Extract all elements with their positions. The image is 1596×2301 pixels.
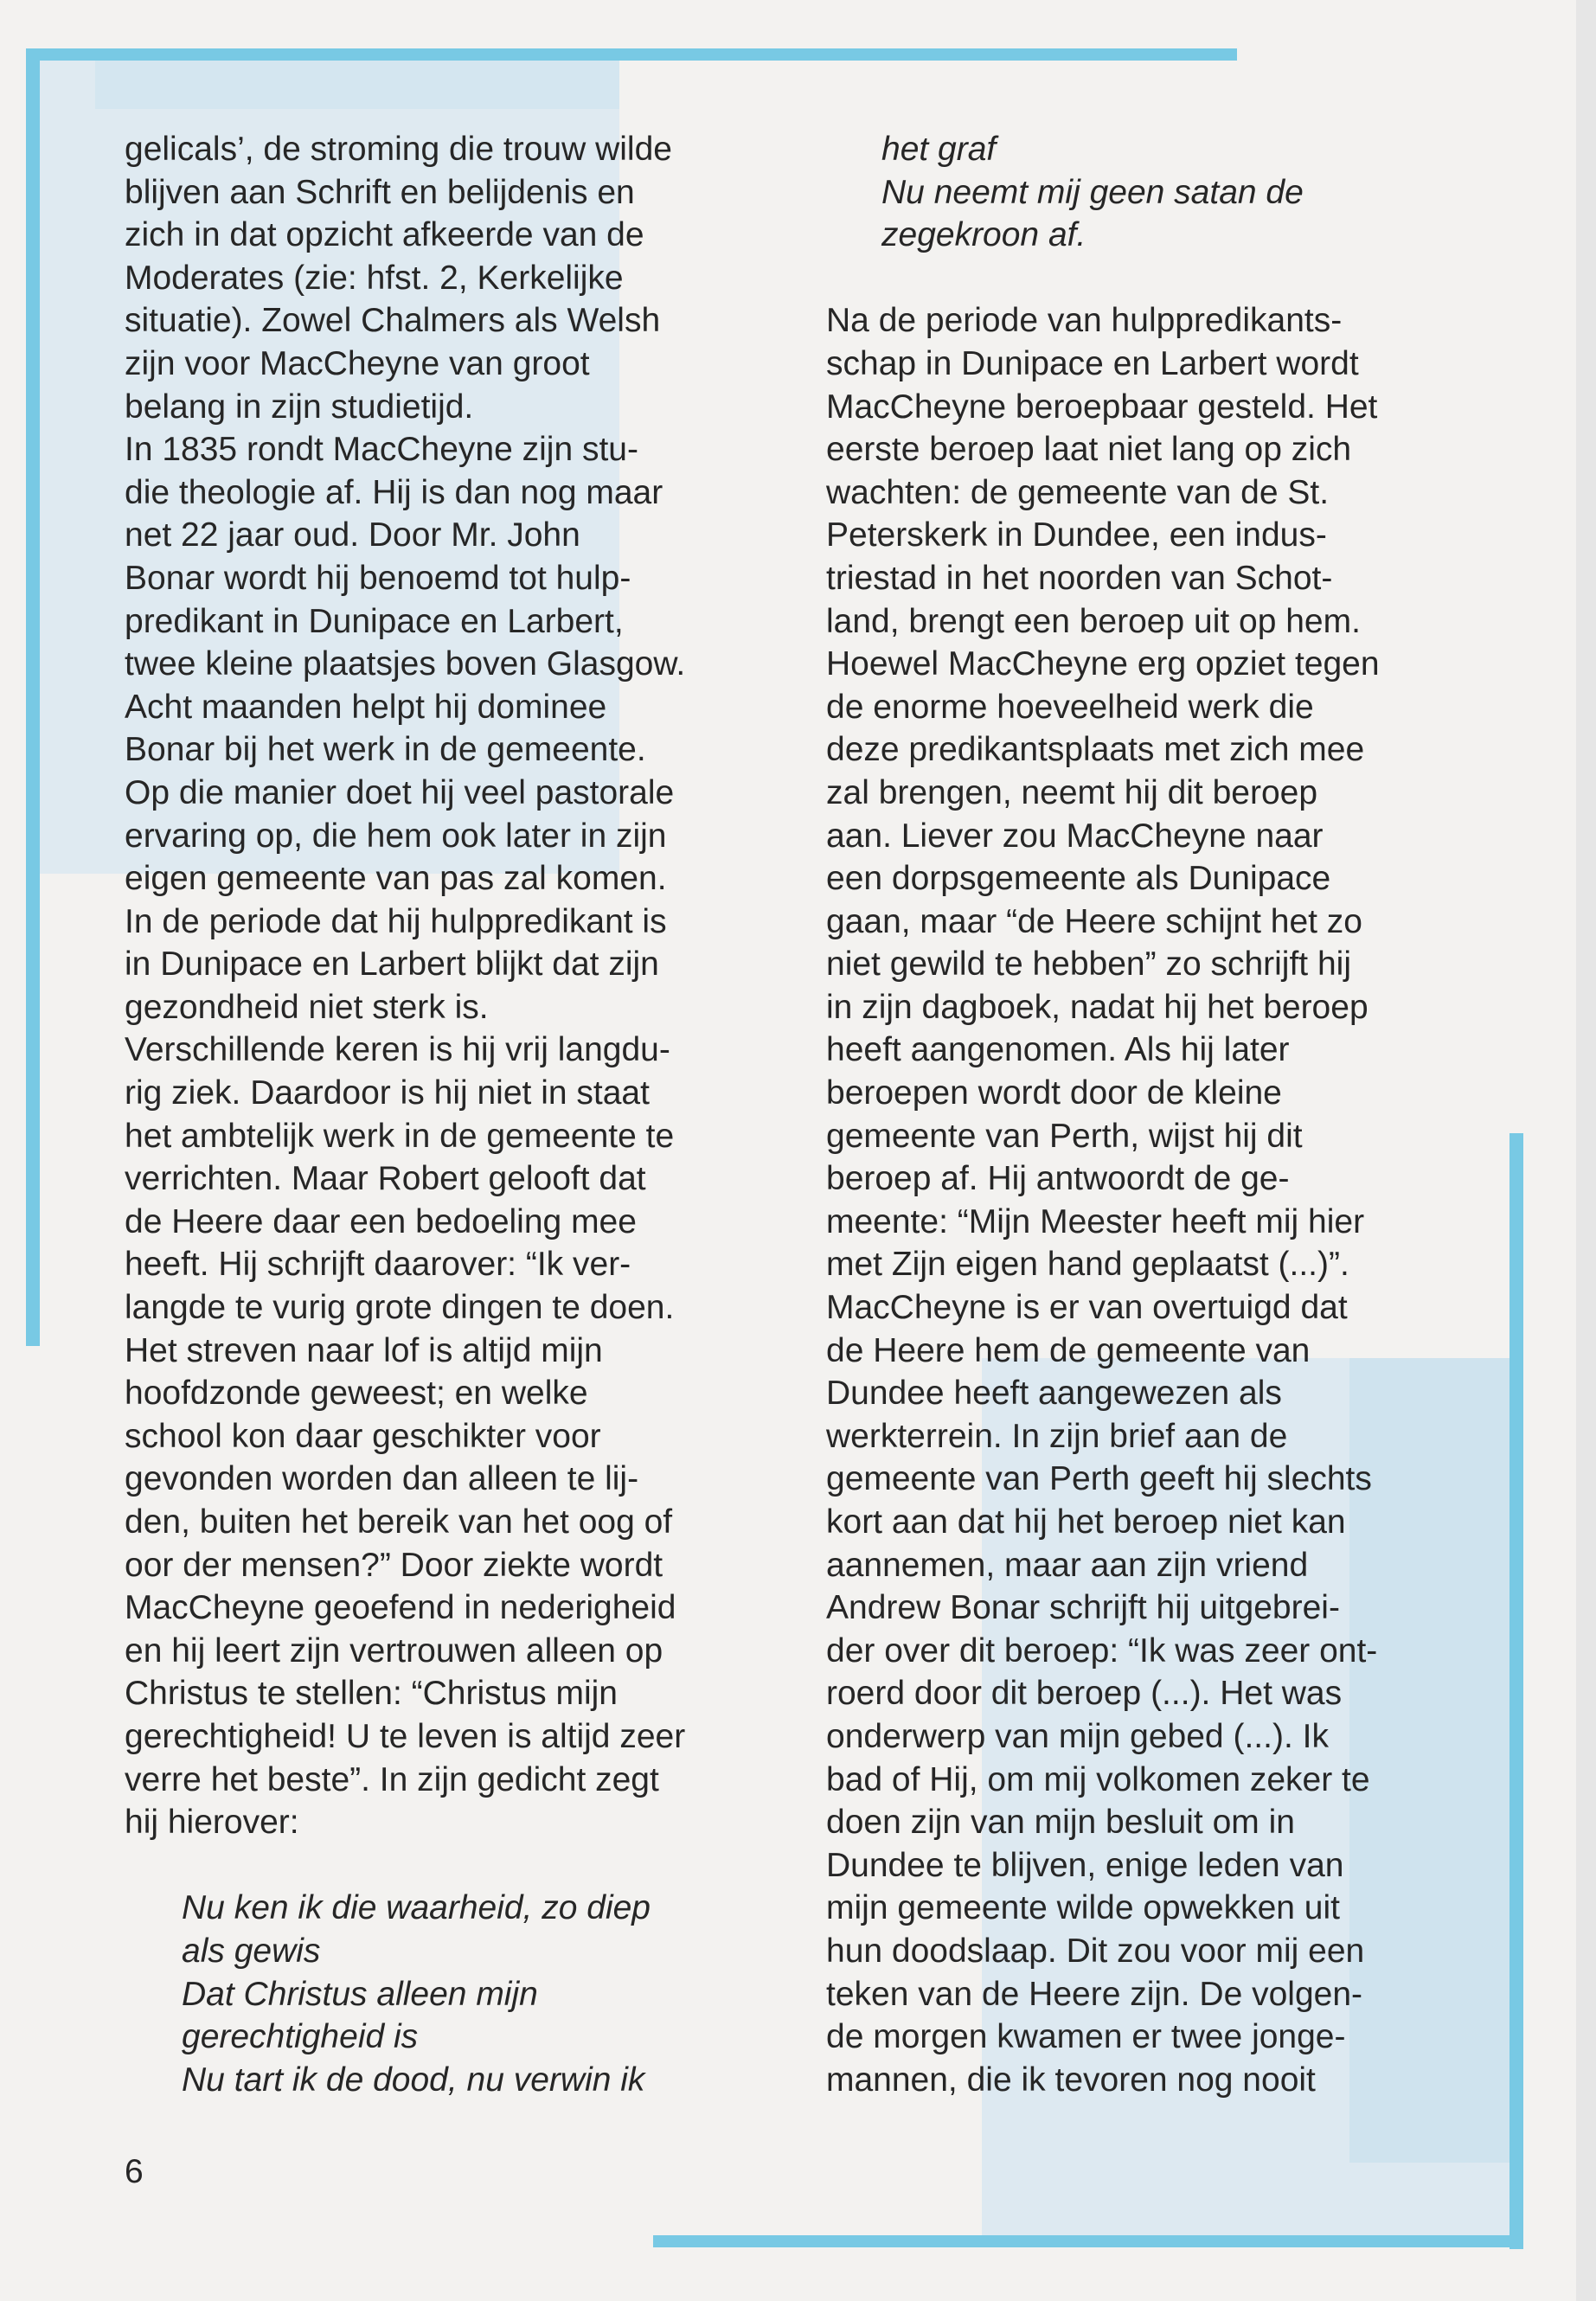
text-line: aan. Liever zou MacCheyne naar — [826, 817, 1324, 855]
text-line: MacCheyne geoefend in nederigheid — [125, 1589, 676, 1627]
top-accent-bar — [26, 48, 1237, 61]
text-line: Hoewel MacCheyne erg opziet tegen — [826, 645, 1380, 683]
text-line: land, brengt een beroep uit op hem. — [826, 602, 1361, 640]
text-line: rig ziek. Daardoor is hij niet in staat — [125, 1074, 650, 1112]
text-line: een dorpsgemeente als Dunipace — [826, 860, 1331, 898]
text-line: MacCheyne is er van overtuigd dat — [826, 1289, 1348, 1327]
poem-line: Nu neemt mij geen satan de — [881, 173, 1304, 211]
text-line: mijn gemeente wilde opwekken uit — [826, 1889, 1340, 1927]
text-line: ervaring op, die hem ook later in zijn — [125, 817, 667, 855]
text-line: aannemen, maar aan zijn vriend — [826, 1546, 1309, 1584]
text-line: beroep af. Hij antwoordt de ge- — [826, 1160, 1290, 1198]
text-line: gevonden worden dan alleen te lij- — [125, 1460, 639, 1498]
left-poem — [182, 1887, 765, 2101]
text-line: de morgen kwamen er twee jonge- — [826, 2018, 1346, 2056]
text-line: Dundee te blijven, enige leden van — [826, 1846, 1344, 1884]
text-line: school kon daar geschikter voor — [125, 1417, 601, 1455]
text-line: schap in Dunipace en Larbert wordt — [826, 344, 1359, 382]
text-line: gemeente van Perth, wijst hij dit — [826, 1117, 1303, 1155]
text-line: Het streven naar lof is altijd mijn — [125, 1331, 603, 1369]
right-poem — [881, 128, 1449, 257]
text-line: Christus te stellen: “Christus mijn — [125, 1675, 618, 1713]
text-line: In de periode dat hij hulppredikant is — [125, 902, 667, 940]
text-line: hun doodslaap. Dit zou voor mij een — [826, 1932, 1365, 1970]
text-line: meente: “Mijn Meester heeft mij hier — [826, 1202, 1365, 1240]
text-line: triestad in het noorden van Schot- — [826, 559, 1333, 597]
text-line: zal brengen, neemt hij dit beroep — [826, 773, 1318, 811]
text-line: Dundee heeft aangewezen als — [826, 1375, 1282, 1413]
text-line: niet gewild te hebben” zo schrijft hij — [826, 945, 1351, 984]
text-line: Moderates (zie: hfst. 2, Kerkelijke — [125, 259, 624, 297]
text-line: in Dunipace en Larbert blijkt dat zijn — [125, 945, 659, 984]
text-line: doen zijn van mijn besluit om in — [826, 1804, 1295, 1842]
text-line: belang in zijn studietijd. — [125, 388, 474, 426]
text-line: oor der mensen?” Door ziekte wordt — [125, 1546, 663, 1584]
text-line: onderwerp van mijn gebed (...). Ik — [826, 1717, 1329, 1755]
text-line: wachten: de gemeente van de St. — [826, 473, 1330, 511]
text-line: en hij leert zijn vertrouwen alleen op — [125, 1631, 663, 1670]
text-line: twee kleine plaatsjes boven Glasgow. — [125, 645, 686, 683]
text-line: der over dit beroep: “Ik was zeer ont- — [826, 1631, 1378, 1670]
text-line: eigen gemeente van pas zal komen. — [125, 860, 667, 898]
text-line: kort aan dat hij het beroep niet kan — [826, 1503, 1346, 1541]
text-line: in zijn dagboek, nadat hij het beroep — [826, 988, 1368, 1026]
poem-line: Nu ken ik die waarheid, zo diep — [182, 1889, 651, 1927]
text-line: bad of Hij, om mij volkomen zeker te — [826, 1760, 1370, 1798]
text-line: Bonar wordt hij benoemd tot hulp- — [125, 559, 631, 597]
text-line: beroepen wordt door de kleine — [826, 1074, 1282, 1112]
text-line: die theologie af. Hij is dan nog maar — [125, 473, 663, 511]
poem-line: gerechtigheid is — [182, 2018, 419, 2056]
right-body-text — [826, 299, 1449, 2101]
text-line: werkterrein. In zijn brief aan de — [826, 1417, 1288, 1455]
poem-line: zegekroon af. — [881, 216, 1086, 254]
text-line: Na de periode van hulppredikants- — [826, 302, 1343, 340]
text-line: heeft. Hij schrijft daarover: “Ik ver- — [125, 1246, 631, 1284]
text-line: In 1835 rondt MacCheyne zijn stu- — [125, 431, 638, 469]
poem-line: Nu tart ik de dood, nu verwin ik — [182, 2061, 645, 2099]
text-line: langde te vurig grote dingen te doen. — [125, 1289, 675, 1327]
left-text-column — [125, 128, 765, 2101]
text-line: Peterskerk in Dundee, een indus- — [826, 516, 1327, 554]
right-text-column — [826, 128, 1449, 2101]
text-line: roerd door dit beroep (...). Het was — [826, 1675, 1343, 1713]
poem-line: als gewis — [182, 1932, 321, 1970]
text-line: het ambtelijk werk in de gemeente te — [125, 1117, 675, 1155]
text-line: zich in dat opzicht afkeerde van de — [125, 216, 644, 254]
left-accent-bar — [26, 48, 40, 1346]
text-line: de Heere daar een bedoeling mee — [125, 1202, 637, 1240]
page-edge — [1576, 0, 1596, 2301]
text-line: MacCheyne beroepbaar gesteld. Het — [826, 388, 1378, 426]
text-line: blijven aan Schrift en belijdenis en — [125, 173, 635, 211]
text-line: gaan, maar “de Heere schijnt het zo — [826, 902, 1363, 940]
text-line: de enorme hoeveelheid werk die — [826, 688, 1314, 726]
text-line: Op die manier doet hij veel pastorale — [125, 773, 675, 811]
text-line: zijn voor MacCheyne van groot — [125, 344, 590, 382]
text-line: hij hierover: — [125, 1804, 299, 1842]
poem-line: Dat Christus alleen mijn — [182, 1975, 538, 2013]
text-line: verrichten. Maar Robert gelooft dat — [125, 1160, 646, 1198]
text-line: deze predikantsplaats met zich mee — [826, 731, 1365, 769]
text-line: mannen, die ik tevoren nog nooit — [826, 2061, 1316, 2099]
text-line: predikant in Dunipace en Larbert, — [125, 602, 624, 640]
text-line: den, buiten het bereik van het oog of — [125, 1503, 673, 1541]
text-line: gelicals’, de stroming die trouw wilde — [125, 131, 672, 168]
text-line: verre het beste”. In zijn gedicht zegt — [125, 1760, 659, 1798]
text-line: teken van de Heere zijn. De volgen- — [826, 1975, 1363, 2013]
text-line: Verschillende keren is hij vrij langdu- — [125, 1031, 670, 1069]
left-body-text — [125, 128, 765, 1844]
text-line: de Heere hem de gemeente van — [826, 1331, 1311, 1369]
bottom-accent-bar — [653, 2235, 1523, 2247]
text-line: situatie). Zowel Chalmers als Welsh — [125, 302, 661, 340]
text-line: heeft aangenomen. Als hij later — [826, 1031, 1290, 1069]
text-line: gezondheid niet sterk is. — [125, 988, 489, 1026]
text-line: hoofdzonde geweest; en welke — [125, 1375, 588, 1413]
text-line: Bonar bij het werk in de gemeente. — [125, 731, 646, 769]
text-line: gerechtigheid! U te leven is altijd zeer — [125, 1717, 686, 1755]
text-line: Andrew Bonar schrijft hij uitgebrei- — [826, 1589, 1340, 1627]
text-line: gemeente van Perth geeft hij slechts — [826, 1460, 1372, 1498]
text-line: net 22 jaar oud. Door Mr. John — [125, 516, 580, 554]
poem-line: het graf — [881, 131, 997, 168]
text-line: met Zijn eigen hand geplaatst (...)”. — [826, 1246, 1349, 1284]
top-left-tint-band — [95, 61, 619, 109]
text-line: Acht maanden helpt hij dominee — [125, 688, 607, 726]
page-number: 6 — [125, 2153, 144, 2190]
text-line: eerste beroep laat niet lang op zich — [826, 431, 1352, 469]
right-accent-bar — [1509, 1133, 1523, 2249]
